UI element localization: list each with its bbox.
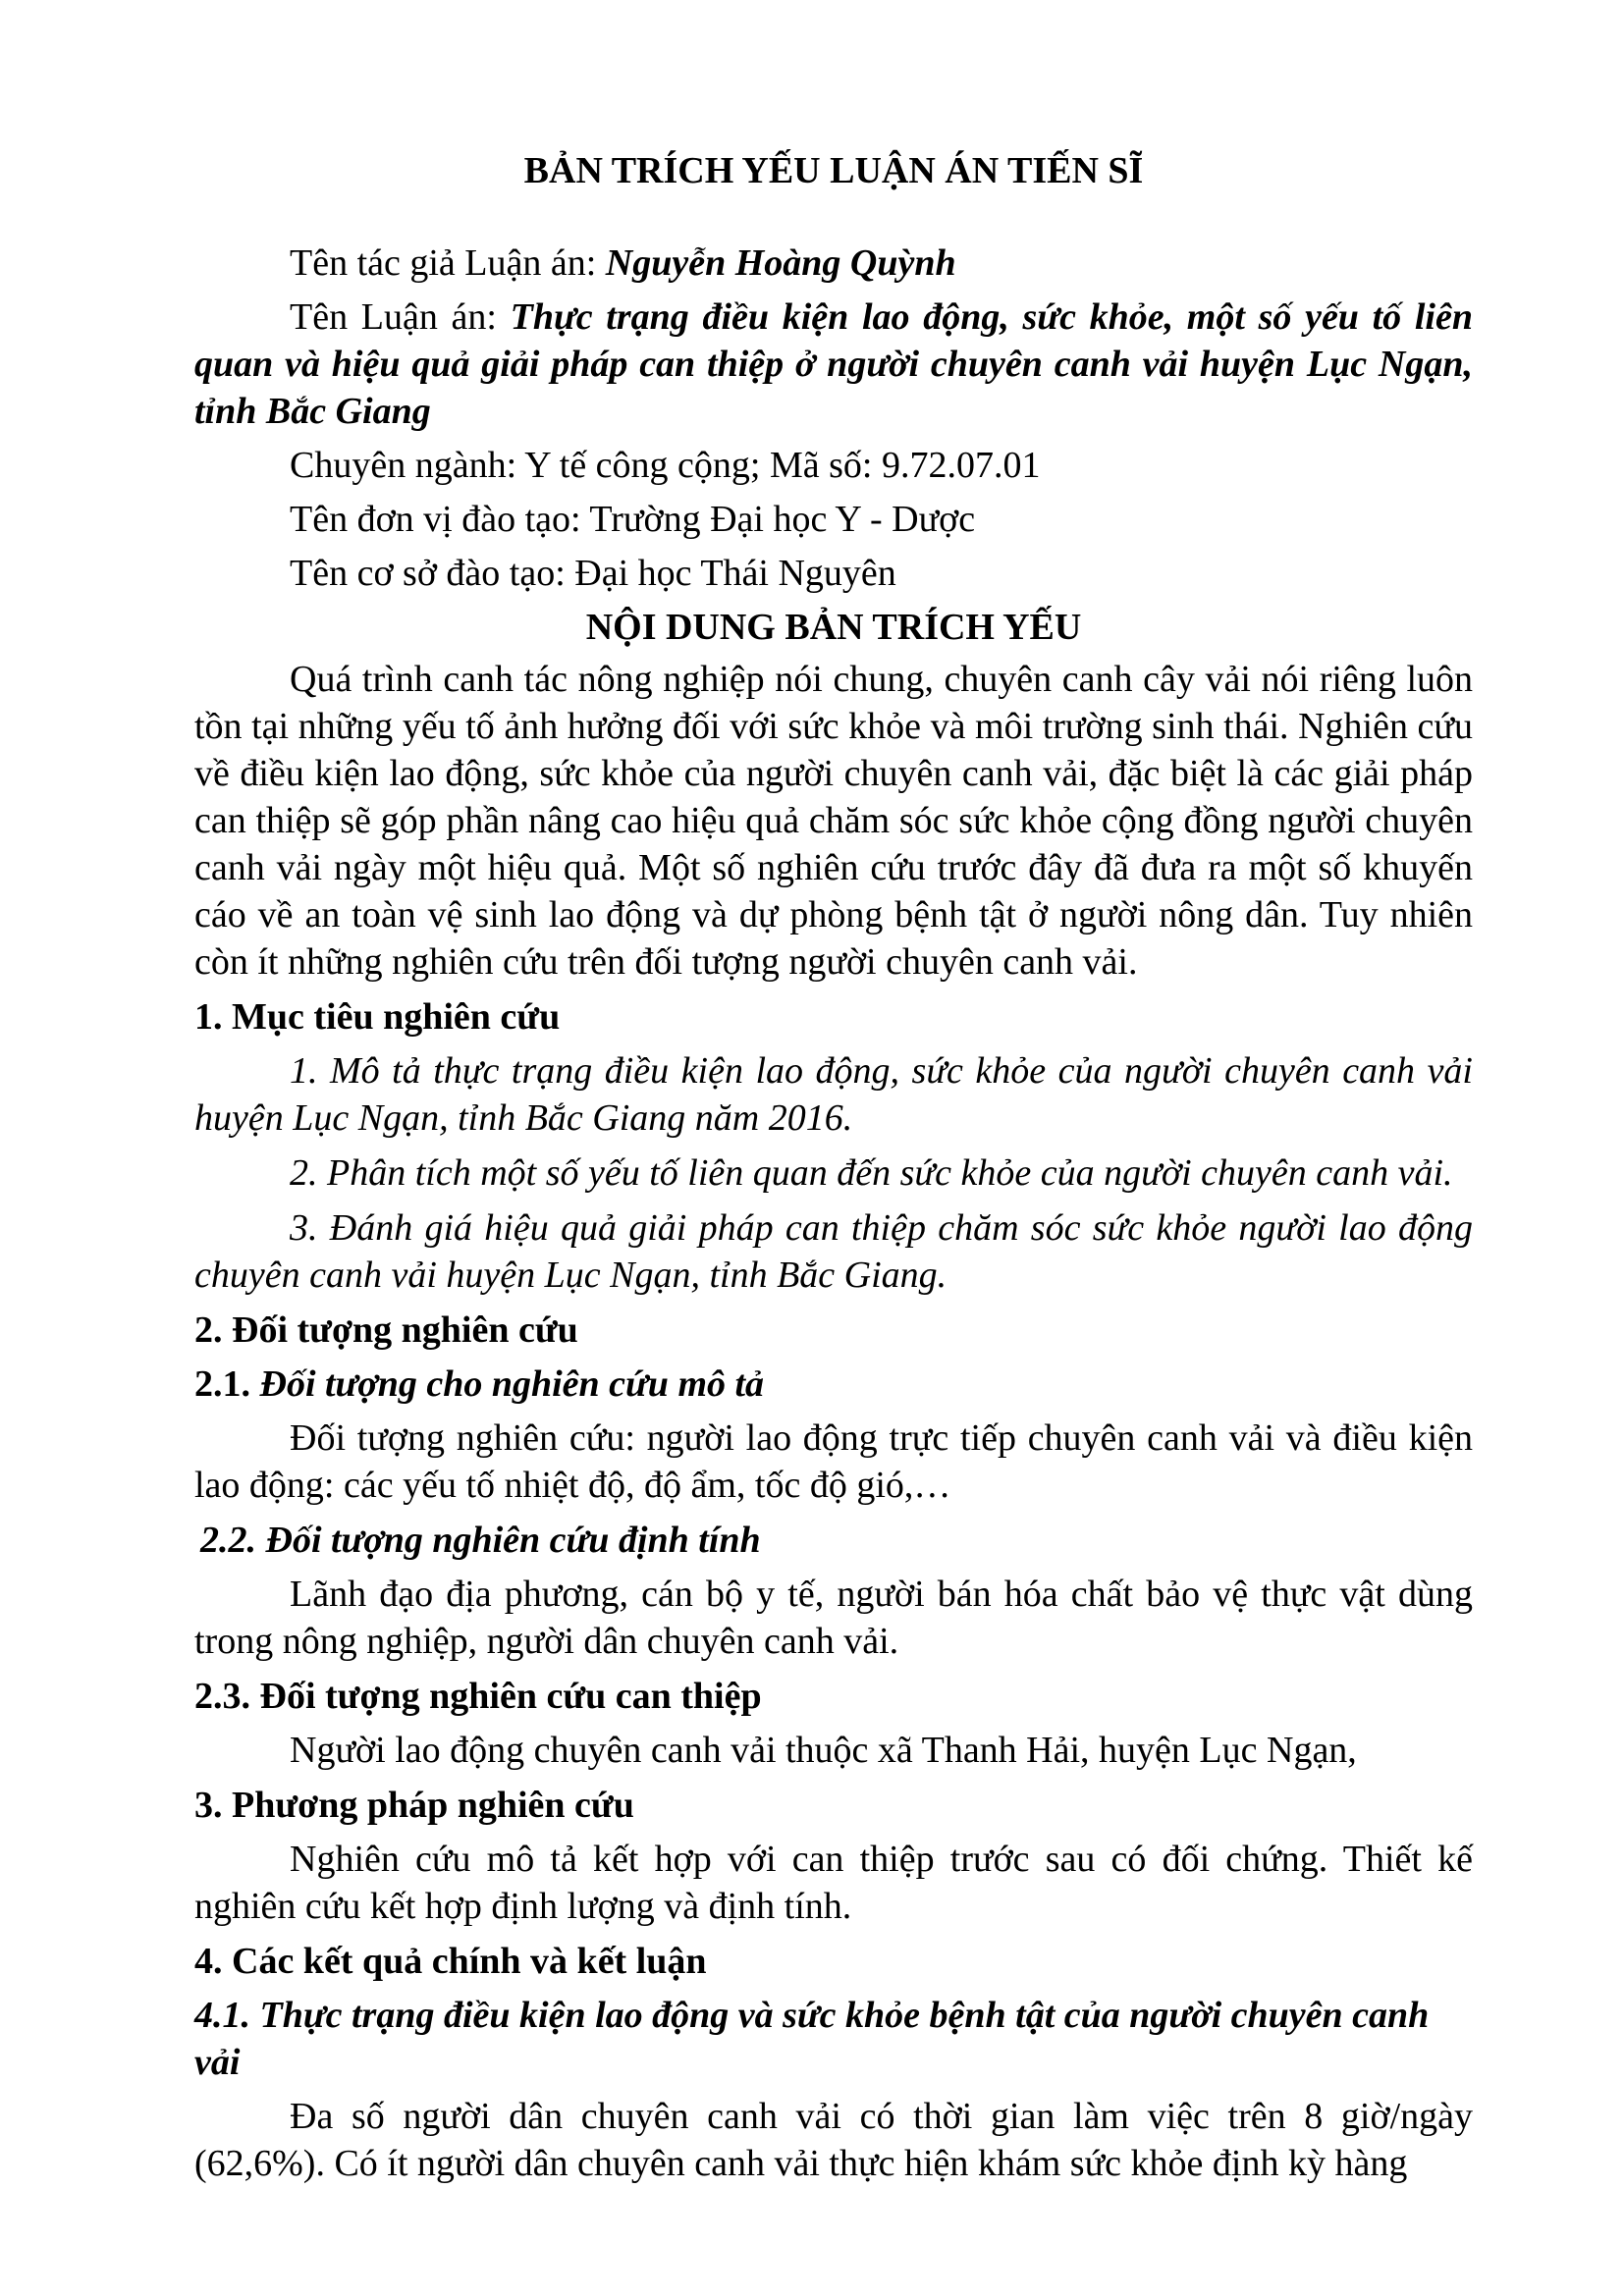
objective-2: 2. Phân tích một số yếu tố liên quan đến sức khỏe của người chuyên canh vải. xyxy=(290,1152,1453,1194)
section4-1-heading: 4.1. Thực trạng điều kiện lao động và sức khỏe bệnh tật của người chuyên canh vải xyxy=(194,1995,1430,2083)
section3-heading: 3. Phương pháp nghiên cứu xyxy=(194,1785,634,1826)
major-line: Chuyên ngành: Y tế công cộng; Mã số: 9.72.07.01 xyxy=(290,445,1041,486)
section3-text: Nghiên cứu mô tả kết hợp với can thiệp trước sau có đối chứng. Thiết kế nghiên cứu kết hợp định lượng và định tính. xyxy=(194,1839,1473,1927)
objective-1: 1. Mô tả thực trạng điều kiện lao động, sức khỏe của người chuyên canh vải huyện Lục Ngạn, tỉnh Bắc Giang năm 2016. xyxy=(194,1050,1473,1139)
section2-1-heading xyxy=(194,1361,1473,1408)
thesis-line xyxy=(194,294,1473,435)
thesis-label: Tên Luận án: xyxy=(290,296,511,338)
section2-3-text: Người lao động chuyên canh vải thuộc xã Thanh Hải, huyện Lục Ngạn, xyxy=(290,1730,1357,1771)
section2-1-title: Đối tượng cho nghiên cứu mô tả xyxy=(259,1363,765,1405)
author-label: Tên tác giả Luận án: xyxy=(290,242,606,284)
section2-heading: 2. Đối tượng nghiên cứu xyxy=(194,1309,578,1351)
section4-1-text: Đa số người dân chuyên canh vải có thời gian làm việc trên 8 giờ/ngày (62,6%). Có ít người dân chuyên canh vải thực hiện khám sức khỏe định kỳ hàng xyxy=(194,2096,1473,2184)
training-institution-line: Tên cơ sở đào tạo: Đại học Thái Nguyên xyxy=(290,553,896,594)
section4-heading: 4. Các kết quả chính và kết luận xyxy=(194,1941,707,1982)
thesis-title: Thực trạng điều kiện lao động, sức khỏe, một số yếu tố liên quan và hiệu quả giải pháp can thiệp ở người chuyên canh vải huyện Lục Ngạn, tỉnh Bắc Giang xyxy=(194,296,1473,432)
document-title: BẢN TRÍCH YẾU LUẬN ÁN TIẾN SĨ xyxy=(523,150,1144,191)
section2-3-heading: 2.3. Đối tượng nghiên cứu can thiệp xyxy=(194,1676,762,1717)
intro-paragraph: Quá trình canh tác nông nghiệp nói chung, chuyên canh cây vải nói riêng luôn tồn tại những yếu tố ảnh hưởng đối với sức khỏe và môi trường sinh thái. Nghiên cứu về điều kiện lao động, sức khỏe của người chuyên canh vải, đặc biệt là các giải pháp can thiệp sẽ góp phần nâng cao hiệu quả chăm sóc sức khỏe cộng đồng người chuyên canh vải ngày một hiệu quả. Một số nghiên cứu trước đây đã đưa ra một số khuyến cáo về an toàn vệ sinh lao động và dự phòng bệnh tật ở người nông dân. Tuy nhiên còn ít những nghiên cứu trên đối tượng người chuyên canh vải. xyxy=(194,659,1473,983)
section2-1-text: Đối tượng nghiên cứu: người lao động trực tiếp chuyên canh vải và điều kiện lao động: các yếu tố nhiệt độ, độ ẩm, tốc độ gió,… xyxy=(194,1417,1473,1506)
document-page xyxy=(194,147,1473,2195)
content-title: NỘI DUNG BẢN TRÍCH YẾU xyxy=(585,607,1082,648)
section2-2-text: Lãnh đạo địa phương, cán bộ y tế, người bán hóa chất bảo vệ thực vật dùng trong nông nghiệp, người dân chuyên canh vải. xyxy=(194,1574,1473,1662)
author-name: Nguyễn Hoàng Quỳnh xyxy=(605,242,956,284)
objective-3: 3. Đánh giá hiệu quả giải pháp can thiệp chăm sóc sức khỏe người lao động chuyên canh vải huyện Lục Ngạn, tỉnh Bắc Giang. xyxy=(194,1207,1473,1296)
section2-2-heading: 2.2. Đối tượng nghiên cứu định tính xyxy=(200,1520,761,1561)
section1-heading: 1. Mục tiêu nghiên cứu xyxy=(194,996,561,1038)
section2-1-number: 2.1. xyxy=(194,1363,260,1405)
author-line xyxy=(194,240,1473,287)
training-unit-line: Tên đơn vị đào tạo: Trường Đại học Y - Dược xyxy=(290,499,976,540)
